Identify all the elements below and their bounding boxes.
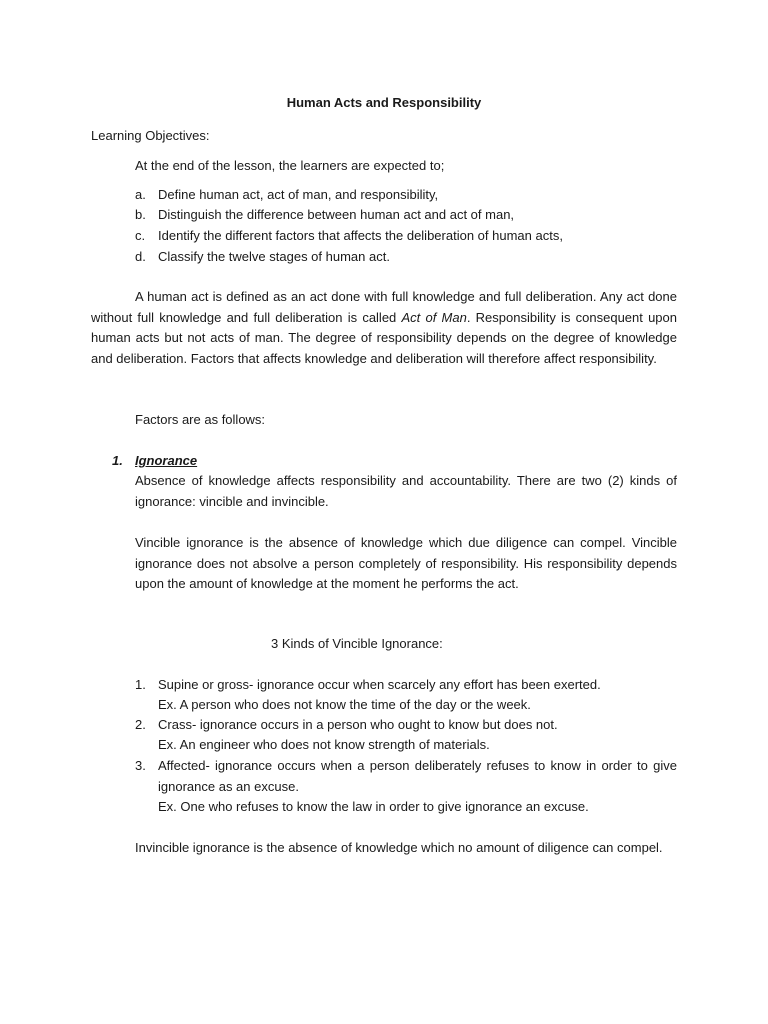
paragraph-text: A human act is defined as an act done with full knowledge and full deliberation. Any act done without full knowledge and full deliberation is called	[91, 289, 677, 325]
kind-marker: 2.	[135, 717, 146, 732]
ignorance-paragraph: Absence of knowledge affects responsibility and accountability. There are two (2) kinds of ignorance: vincible and invincible.	[135, 473, 677, 509]
vincible-kinds-heading: 3 Kinds of Vincible Ignorance:	[271, 636, 443, 651]
human-act-definition-paragraph	[91, 287, 677, 369]
kind-example: Ex. One who refuses to know the law in order to give ignorance an excuse.	[158, 799, 589, 814]
kind-example: Ex. A person who does not know the time of the day or the week.	[158, 697, 531, 712]
objective-marker: c.	[135, 228, 146, 243]
factor-number: 1.	[112, 453, 123, 468]
kind-example: Ex. An engineer who does not know strength of materials.	[158, 737, 490, 752]
objective-marker: a.	[135, 187, 146, 202]
vincible-ignorance-paragraph: Vincible ignorance is the absence of knowledge which due diligence can compel. Vincible ignorance does not absolve a person completely of responsibility. His responsibility depends upon the amount of knowledge at the moment he performs the act.	[135, 535, 677, 591]
objectives-intro: At the end of the lesson, the learners are expected to;	[135, 158, 445, 173]
invincible-ignorance-paragraph: Invincible ignorance is the absence of knowledge which no amount of diligence can compel.	[135, 840, 663, 855]
kind-marker: 1.	[135, 677, 146, 692]
objective-item: Define human act, act of man, and responsibility,	[158, 187, 439, 202]
document-title: Human Acts and Responsibility	[286, 95, 482, 110]
factors-intro: Factors are as follows:	[135, 412, 266, 427]
kind-marker: 3.	[135, 758, 146, 773]
objective-item: Identify the different factors that affects the deliberation of human acts,	[158, 228, 563, 243]
kind-description: Crass- ignorance occurs in a person who ought to know but does not.	[158, 717, 558, 732]
kind-description: Affected- ignorance occurs when a person deliberately refuses to know in order to give ignorance as an excuse.	[158, 758, 677, 794]
objective-marker: d.	[135, 249, 146, 264]
objective-item: Classify the twelve stages of human act.	[158, 249, 390, 264]
ignorance-heading: Ignorance	[135, 453, 198, 468]
objective-marker: b.	[135, 207, 146, 222]
kind-description: Supine or gross- ignorance occur when scarcely any effort has been exerted.	[158, 677, 601, 692]
learning-objectives-heading: Learning Objectives:	[91, 128, 210, 143]
act-of-man-emphasis: Act of Man	[401, 309, 467, 325]
objective-item: Distinguish the difference between human act and act of man,	[158, 207, 515, 222]
paragraph-text: . Responsibility is consequent upon human acts but not acts of man. The degree of responsibility depends on the degree of knowledge and deliberation. Factors that affects knowledge and deliberation will therefore affect responsibility.	[91, 309, 677, 366]
